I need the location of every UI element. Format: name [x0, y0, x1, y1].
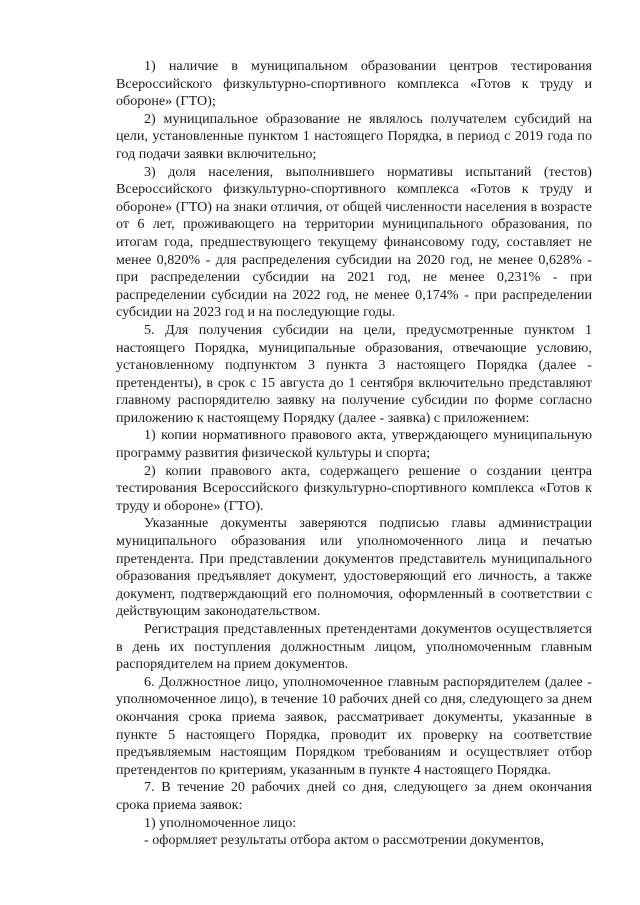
paragraph-criterion-3: 3) доля населения, выполнившего нормативы испытаний (тестов) Всероссийского физкультурно-спортивного комплекса «Готов к труду и обороне» (ГТО) на знаки отличия, от общей численности населения в возрасте от 6 лет, проживающего на территории муниципального образования, по итогам года, предшествующего текущему финансовому году, составляет не менее 0,820% - для распределения субсидии на 2020 год, не менее 0,628% - при распределении субсидии на 2021 год, не менее 0,231% - при распределении субсидии на 2022 год, не менее 0,174% - при распределении субсидии на 2023 год и на последующие годы. — [116, 163, 592, 321]
paragraph-item-7-dash: - оформляет результаты отбора актом о рассмотрении документов, — [144, 832, 544, 849]
paragraph-certification: Указанные документы заверяются подписью главы администрации муниципального образования или уполномоченного лица и печатью претендента. При представлении документов представитель муниципального образования предъявляет документ, удостоверяющий его личность, а также документ, подтверждающий его полномочия, оформленный в соответствии с действующим законодательством. — [116, 515, 592, 620]
paragraph-registration: Регистрация представленных претендентами документов осуществляется в день их поступления должностным лицом, уполномоченным главным распорядителем на прием документов. — [116, 621, 592, 673]
document-body — [116, 58, 592, 850]
paragraph-criterion-1: 1) наличие в муниципальном образовании центров тестирования Всероссийского физкультурно-спортивного комплекса «Готов к труду и обороне» (ГТО); — [116, 58, 592, 110]
paragraph-item-5: 5. Для получения субсидии на цели, предусмотренные пунктом 1 настоящего Порядка, муниципальные образования, отвечающие условию, установленному подпунктом 3 пункта 3 настоящего Порядка (далее - претенденты), в срок с 15 августа до 1 сентября включительно представляют главному распорядителю заявку на получение субсидии по форме согласно приложению к настоящему Порядку (далее - заявка) с приложением: — [116, 321, 592, 426]
paragraph-item-7: 7. В течение 20 рабочих дней со дня, следующего за днем окончания срока приема заявок: — [116, 779, 592, 813]
paragraph-item-7-sub-1: 1) уполномоченное лицо: — [144, 814, 297, 831]
paragraph-attachment-2: 2) копии правового акта, содержащего решение о создании центра тестирования Всероссийского физкультурно-спортивного комплекса «Готов к труду и обороне» (ГТО). — [116, 462, 592, 514]
paragraph-criterion-2: 2) муниципальное образование не являлось получателем субсидий на цели, установленные пунктом 1 настоящего Порядка, в период с 2019 года по год подачи заявки включительно; — [116, 110, 592, 162]
paragraph-item-6: 6. Должностное лицо, уполномоченное главным распорядителем (далее - уполномоченное лицо), в течение 10 рабочих дней со дня, следующего за днем окончания срока приема заявок, рассматривает документы, указанные в пункте 5 настоящего Порядка, проводит их проверку на соответствие предъявляемым настоящим Порядком требованиям и осуществляет отбор претендентов по критериям, указанным в пункте 4 настоящего Порядка. — [116, 673, 592, 778]
paragraph-attachment-1: 1) копии нормативного правового акта, утверждающего муниципальную программу развития физической культуры и спорта; — [116, 427, 592, 462]
